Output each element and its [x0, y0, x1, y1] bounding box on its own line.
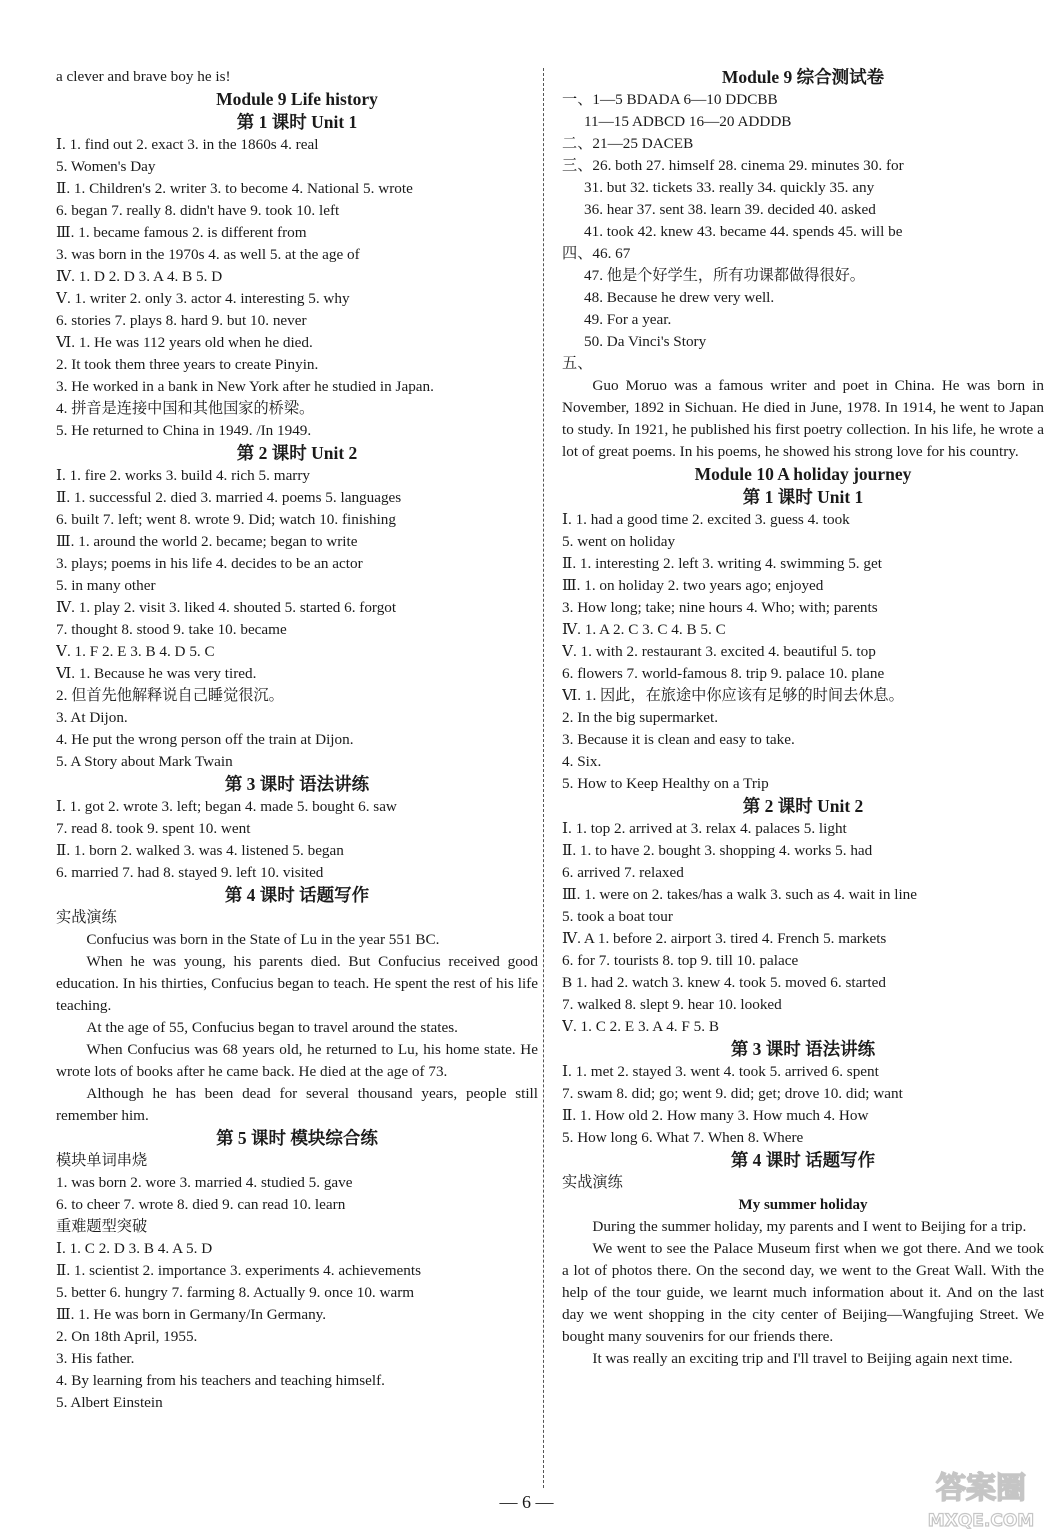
answer-line: 2. 但首先他解释说自己睡觉很沉。 — [56, 687, 284, 704]
essay-paragraph: Guo Moruo was a famous writer and poet in China. He was born in November, 1892 in Sichuan. He died in June, 1978. In 1914, he went to Japan to study. In 1921, he published his first poetry collection. In his life, he wrote a lot of great poems. In his poems, he showed his strong love for his country. — [562, 377, 1044, 460]
answer-line: 二、21—25 DACEB — [562, 135, 694, 152]
answer-line: 一、1—5 BDADA 6—10 DDCBB — [562, 91, 778, 108]
answer-line: Ⅱ. 1. interesting 2. left 3. writing 4. swimming 5. get — [562, 555, 882, 572]
answer-line: 5. better 6. hungry 7. farming 8. Actually 9. once 10. warm — [56, 1284, 415, 1301]
essay-paragraph: When Confucius was 68 years old, he returned to Lu, his home state. He wrote lots of books after he came back. He died at the age of 73. — [56, 1041, 538, 1080]
answer-line: Ⅱ. 1. How old 2. How many 3. How much 4. How — [562, 1107, 869, 1124]
section-heading: 第 3 课时 语法讲练 — [730, 1039, 876, 1059]
answer-line: 6. arrived 7. relaxed — [562, 864, 684, 881]
answer-line: Ⅱ. 1. Children's 2. writer 3. to become 4. National 5. wrote — [56, 180, 413, 197]
section-heading: 第 4 课时 话题写作 — [730, 1150, 876, 1170]
answer-line: 3. He worked in a bank in New York after he studied in Japan. — [56, 378, 434, 395]
answer-line: Ⅵ. 1. 因此，在旅途中你应该有足够的时间去休息。 — [562, 687, 904, 704]
answer-line: Ⅲ. 1. became famous 2. is different from — [56, 224, 307, 241]
answer-line: 3. Because it is clean and easy to take. — [562, 731, 795, 748]
answer-line: Ⅴ. 1. writer 2. only 3. actor 4. interesting 5. why — [56, 290, 350, 307]
answer-line: 2. On 18th April, 1955. — [56, 1328, 198, 1345]
answer-line: Ⅲ. 1. on holiday 2. two years ago; enjoyed — [562, 577, 824, 594]
answer-line: 5. in many other — [56, 577, 156, 594]
essay-paragraph: It was really an exciting trip and I'll travel to Beijing again next time. — [592, 1350, 1013, 1367]
answer-line: Ⅰ. 1. C 2. D 3. B 4. A 5. D — [56, 1240, 213, 1257]
answer-line: 6. flowers 7. world-famous 8. trip 9. palace 10. plane — [562, 665, 885, 682]
section-heading: 第 3 课时 语法讲练 — [224, 774, 370, 794]
answer-line: B 1. had 2. watch 3. knew 4. took 5. moved 6. started — [562, 974, 886, 991]
answer-line: 6. for 7. tourists 8. top 9. till 10. palace — [562, 952, 799, 969]
answer-line: 6. to cheer 7. wrote 8. died 9. can read 10. learn — [56, 1196, 346, 1213]
answer-line: Ⅳ. A 1. before 2. airport 3. tired 4. French 5. markets — [562, 930, 887, 947]
page-number: — 6 — — [499, 1492, 554, 1512]
answer-line: Ⅰ. 1. top 2. arrived at 3. relax 4. palaces 5. light — [562, 820, 847, 837]
answer-line: Ⅰ. 1. had a good time 2. excited 3. guess 4. took — [562, 511, 850, 528]
essay-paragraph: Confucius was born in the State of Lu in the year 551 BC. — [86, 931, 440, 948]
answer-line: 5. How long 6. What 7. When 8. Where — [562, 1129, 804, 1146]
answer-line: 5. He returned to China in 1949. /In 1949. — [56, 422, 312, 439]
answer-line: 1. was born 2. wore 3. married 4. studied 5. gave — [56, 1174, 353, 1191]
answer-line: 实战演练 — [562, 1174, 623, 1191]
answer-line: 7. swam 8. did; go; went 9. did; get; drove 10. did; want — [562, 1085, 903, 1102]
answer-line: 50. Da Vinci's Story — [584, 333, 707, 350]
answer-line: Ⅰ. 1. got 2. wrote 3. left; began 4. made 5. bought 6. saw — [56, 798, 397, 815]
essay-paragraph: We went to see the Palace Museum first when we got there. And we took a lot of photos there. On the second day, we went to the Great Wall. With the help of the tour guide, we learnt much information about it. And on the last day we went shopping in the city center of Beijing—Wangfujing Street. We bought many souvenirs for our friends there. — [562, 1240, 1044, 1345]
answer-line: Ⅱ. 1. born 2. walked 3. was 4. listened 5. began — [56, 842, 344, 859]
answer-line: Ⅰ. 1. fire 2. works 3. build 4. rich 5. marry — [56, 467, 311, 484]
answer-line: a clever and brave boy he is! — [56, 68, 231, 85]
answer-line: 7. read 8. took 9. spent 10. went — [56, 820, 251, 837]
answer-line: Ⅲ. 1. He was born in Germany/In Germany. — [56, 1306, 327, 1323]
answer-line: Ⅱ. 1. to have 2. bought 3. shopping 4. works 5. had — [562, 842, 873, 859]
answer-line: 5. Women's Day — [56, 158, 156, 175]
answer-line: 3. plays; poems in his life 4. decides to be an actor — [56, 555, 363, 572]
answer-line: 49. For a year. — [584, 311, 672, 328]
answer-line: 11—15 ADBCD 16—20 ADDDB — [584, 113, 792, 130]
answer-line: Ⅲ. 1. were on 2. takes/has a walk 3. such as 4. wait in line — [562, 886, 918, 903]
answer-line: 48. Because he drew very well. — [584, 289, 775, 306]
section-heading: 第 1 课时 Unit 1 — [236, 112, 358, 132]
essay-paragraph: At the age of 55, Confucius began to travel around the states. — [86, 1019, 458, 1036]
answer-line: Ⅳ. 1. play 2. visit 3. liked 4. shouted 5. started 6. forgot — [56, 599, 397, 616]
answer-line: 2. It took them three years to create Pinyin. — [56, 356, 319, 373]
answer-line: Ⅵ. 1. Because he was very tired. — [56, 665, 257, 682]
answer-line: Ⅳ. 1. A 2. C 3. C 4. B 5. C — [562, 621, 726, 638]
answer-line: Ⅴ. 1. C 2. E 3. A 4. F 5. B — [562, 1018, 719, 1035]
section-heading: 第 4 课时 话题写作 — [224, 885, 370, 905]
answer-line: Ⅱ. 1. scientist 2. importance 3. experiments 4. achievements — [56, 1262, 422, 1279]
essay-paragraph: Although he has been dead for several thousand years, people still remember him. — [56, 1085, 538, 1124]
essay-title: My summer holiday — [738, 1197, 868, 1213]
watermark-logo — [915, 1460, 1047, 1532]
section-heading: Module 9 综合测试卷 — [721, 67, 885, 87]
answer-line: 四、46. 67 — [562, 245, 631, 262]
answer-line: 2. In the big supermarket. — [562, 709, 719, 726]
section-heading: 第 5 课时 模块综合练 — [216, 1128, 378, 1148]
answer-line: 5. How to Keep Healthy on a Trip — [562, 775, 769, 792]
answer-line: 47. 他是个好学生，所有功课都做得很好。 — [584, 267, 865, 284]
answer-line: 3. was born in the 1970s 4. as well 5. at the age of — [56, 246, 360, 263]
answer-line: 5. Albert Einstein — [56, 1394, 163, 1411]
section-heading: Module 10 A holiday journey — [694, 464, 912, 484]
section-heading: Module 9 Life history — [216, 89, 378, 109]
answer-line: 5. A Story about Mark Twain — [56, 753, 233, 770]
section-heading: 第 1 课时 Unit 1 — [742, 487, 864, 507]
answer-line: 3. How long; take; nine hours 4. Who; with; parents — [562, 599, 878, 616]
answer-line: Ⅳ. 1. D 2. D 3. A 4. B 5. D — [56, 268, 223, 285]
answer-line: 31. but 32. tickets 33. really 34. quickly 35. any — [584, 179, 875, 196]
section-heading: 第 2 课时 Unit 2 — [236, 443, 358, 463]
answer-line: 7. thought 8. stood 9. take 10. became — [56, 621, 287, 638]
answer-line: 6. built 7. left; went 8. wrote 9. Did; watch 10. finishing — [56, 511, 396, 528]
answer-line: Ⅴ. 1. with 2. restaurant 3. excited 4. beautiful 5. top — [562, 643, 876, 660]
answer-line: 6. stories 7. plays 8. hard 9. but 10. never — [56, 312, 307, 329]
right-column — [562, 66, 1044, 1370]
section-heading: 第 2 课时 Unit 2 — [742, 796, 864, 816]
answer-line: 4. 拼音是连接中国和其他国家的桥梁。 — [56, 400, 315, 417]
answer-line: 重难题型突破 — [56, 1218, 148, 1235]
column-divider — [543, 68, 544, 1488]
answer-line: 三、26. both 27. himself 28. cinema 29. minutes 30. for — [562, 157, 904, 174]
answer-line: 实战演练 — [56, 909, 117, 926]
answer-line: 4. Six. — [562, 753, 602, 770]
watermark-top-text: 答案圈 — [936, 1471, 1026, 1506]
watermark-bottom-text: MXQE.COM — [927, 1511, 1035, 1531]
answer-line: 7. walked 8. slept 9. hear 10. looked — [562, 996, 782, 1013]
answer-line: 5. took a boat tour — [562, 908, 673, 925]
essay-paragraph: When he was young, his parents died. But Confucius received good education. In his thirties, Confucius began to teach. He spent the rest of his life teaching. — [56, 953, 538, 1014]
answer-line: Ⅲ. 1. around the world 2. became; began to write — [56, 533, 358, 550]
answer-line: 3. His father. — [56, 1350, 135, 1367]
left-column — [56, 66, 538, 1414]
answer-line: 五、 — [562, 355, 593, 372]
answer-line: 模块单词串烧 — [56, 1152, 148, 1169]
answer-line: 6. married 7. had 8. stayed 9. left 10. visited — [56, 864, 324, 881]
answer-line: Ⅱ. 1. successful 2. died 3. married 4. poems 5. languages — [56, 489, 402, 506]
answer-line: 6. began 7. really 8. didn't have 9. took 10. left — [56, 202, 340, 219]
answer-line: 5. went on holiday — [562, 533, 676, 550]
answer-line: 4. By learning from his teachers and teaching himself. — [56, 1372, 385, 1389]
answer-line: 36. hear 37. sent 38. learn 39. decided 40. asked — [584, 201, 876, 218]
answer-line: Ⅰ. 1. find out 2. exact 3. in the 1860s 4. real — [56, 136, 319, 153]
essay-paragraph: During the summer holiday, my parents and I went to Beijing for a trip. — [592, 1218, 1027, 1235]
answer-line: Ⅰ. 1. met 2. stayed 3. went 4. took 5. arrived 6. spent — [562, 1063, 879, 1080]
answer-line: Ⅴ. 1. F 2. E 3. B 4. D 5. C — [56, 643, 215, 660]
answer-line: 41. took 42. knew 43. became 44. spends 45. will be — [584, 223, 903, 240]
answer-line: Ⅵ. 1. He was 112 years old when he died. — [56, 334, 313, 351]
answer-line: 3. At Dijon. — [56, 709, 128, 726]
answer-line: 4. He put the wrong person off the train at Dijon. — [56, 731, 354, 748]
